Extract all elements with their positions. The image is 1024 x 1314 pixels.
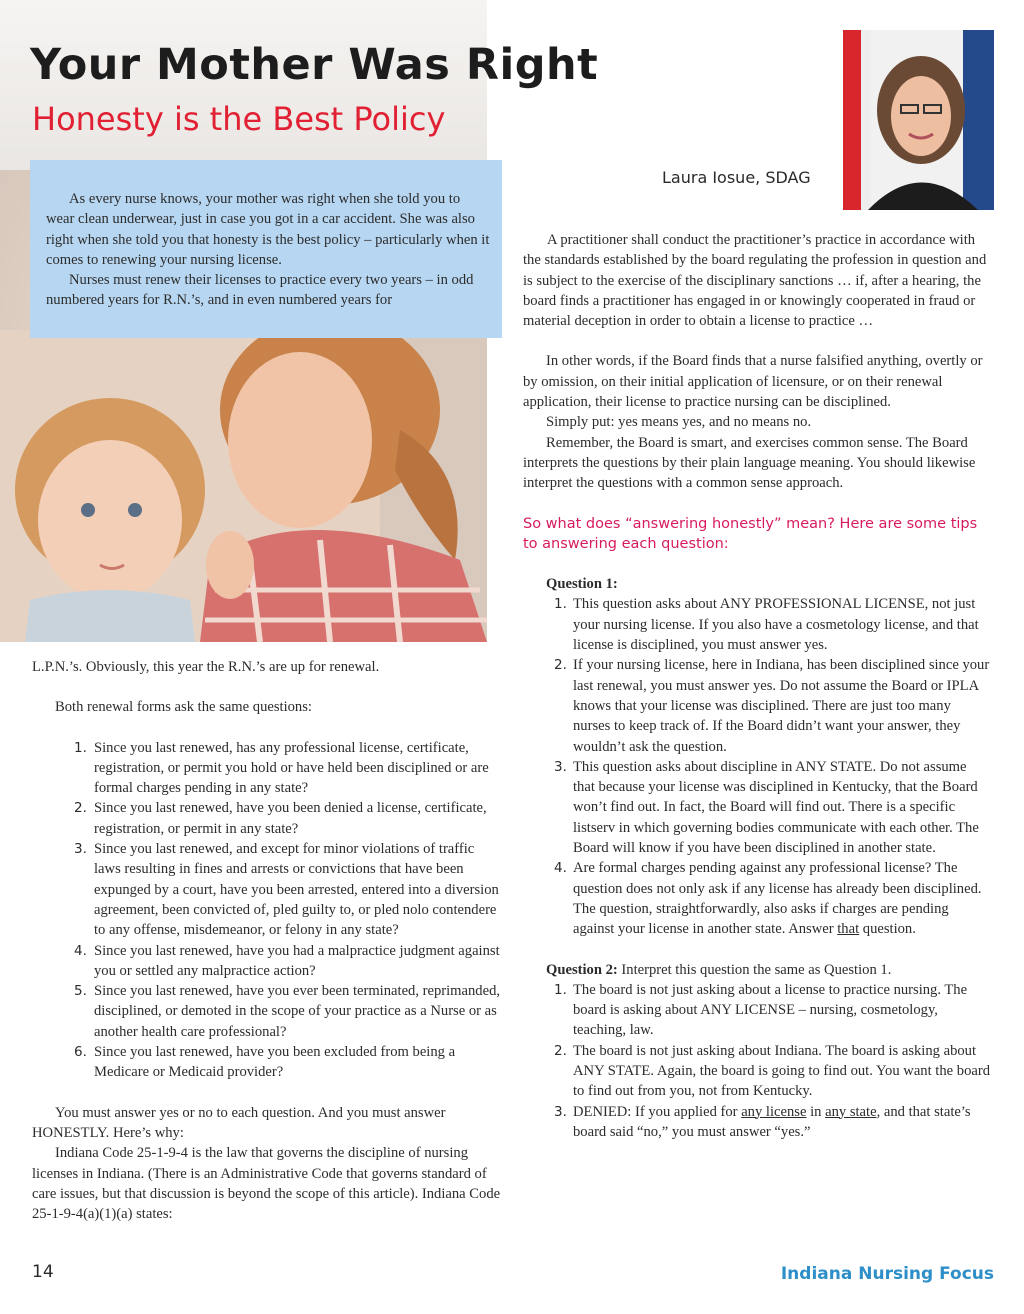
list-item: 1. This question asks about ANY PROFESSIONAL LICENSE, not just your nursing license. If you also have a cosmetology license, and that license is disciplined, you must answer yes. [554,596,979,654]
page-title: Your Mother Was Right [30,40,599,90]
list-item: 3. This question asks about discipline in ANY STATE. Do not assume that because your license was disciplined in Kentucky, that the Board won’t find out. In fact, the Board will find out. There is a specific listserv in which governing bodies communicate with each other. The Board will know if you have been disciplined in another state. [554,758,979,857]
list-item: 3. DENIED: If you applied for any license in any state, and that state’s board said “no,” you must answer “yes.” [554,1103,971,1140]
page-subtitle: Honesty is the Best Policy [32,100,446,138]
list-item: 6. Since you last renewed, have you been excluded from being a Medicare or Medicaid provider? [74,1044,456,1081]
forms-paragraph: Both renewal forms ask the same questions: [55,699,312,716]
intro-paragraph: Nurses must renew their licenses to practice every two years – in odd numbered years for R.N.’s, and in even numbered years for [46,272,474,309]
author-byline: Laura Iosue, SDAG [662,168,811,187]
emphasis-underline: that [837,921,860,938]
continued-paragraph: L.P.N.’s. Obviously, this year the R.N.’s are up for renewal. [32,659,380,675]
list-item: 3. Since you last renewed, and except for minor violations of traffic laws resulting in fines and arrests or convictions that have been expunged by a court, have you been arrested, entered into a diversion agreement, been convicted of, pled guilty to, or pled nolo contendere to any offense, misdemeanor, or felony in any state? [74,841,499,939]
renewal-questions-list [32,738,502,1083]
body-paragraph: Remember, the Board is smart, and exercises common sense. The Board interprets the questions by their plain language meaning. You should likewise interpret the questions with a common sense approach. [523,434,976,492]
intro-paragraph: As every nurse knows, your mother was right when she told you to wear clean underwear, just in case you got in a car accident. She was also right when she told you that honesty is the best policy – particularly when it comes to renewing your nursing license. [46,191,490,268]
statute-quote: A practitioner shall conduct the practitioner’s practice in accordance with the standards established by the board regulating the profession in question and is subject to the exercise of the disciplinary sanctions … if, after a hearing, the board finds a practitioner has engaged in or knowingly cooperated in fraud or material deception in order to obtain a license to practice … [523,232,987,330]
list-item: 1. Since you last renewed, has any professional license, certificate, registration, or permit you hold or have held been disciplined or are formal charges pending in any state? [74,739,489,797]
tips-heading: So what does “answering honestly” mean? Here are some tips to answering each question: [523,515,978,552]
list-item: 2. Since you last renewed, have you been denied a license, certificate, registration, or permit in any state? [74,800,487,837]
list-item: 2. If your nursing license, here in Indiana, has been disciplined since your last renewal, you must answer yes. Do not assume the Board or IPLA knows that your license was disciplined. There are just too many nurses to keep track of. If the Board didn’t want your answer, they wouldn’t ask the question. [554,657,990,755]
publication-name: Indiana Nursing Focus [780,1264,994,1284]
question-2-tips [546,980,991,1142]
body-paragraph: Simply put: yes means yes, and no means no. [546,414,812,431]
left-column [32,657,502,1224]
answer-paragraph: You must answer yes or no to each question. And you must answer HONESTLY. Here’s why: [32,1104,446,1141]
author-portrait [843,30,994,210]
page-number: 14 [32,1262,54,1282]
list-item: 4. Since you last renewed, have you had a malpractice judgment against you or settled any malpractice action? [74,942,500,979]
code-paragraph: Indiana Code 25-1-9-4 is the law that governs the discipline of nursing licenses in Indiana. (There is an Administrative Code that governs standard of care issues, but that discussion is beyond the scope of this article). Indiana Code 25-1-9-4(a)(1)(a) states: [32,1145,501,1223]
author-photo [843,30,994,210]
body-paragraph: In other words, if the Board finds that a nurse falsified anything, overtly or by omission, on their initial application of licensure, or on their renewal application, their license to practice nursing can be disciplined. [523,353,983,411]
list-item: 1. The board is not just asking about a license to practice nursing. The board is asking about ANY LICENSE – nursing, cosmetology, teaching, law. [554,981,968,1039]
list-item: 2. The board is not just asking about Indiana. The board is asking about ANY STATE. Again, the board is going to find out. You want the board to find out from you, not from Kentucky. [554,1042,991,1100]
question-1-tips [546,594,991,939]
question-2-heading: Question 2: Interpret this question the same as Question 1. [546,961,892,978]
list-item: 4. Are formal charges pending against any professional license? The question does not only ask if any license has already been disciplined. The question, straightforwardly, also asks if charges are pending against your license in another state. Answer that question. [554,860,982,938]
list-item: 5. Since you last renewed, have you ever been terminated, reprimanded, disciplined, or demoted in the scope of your practice as a Nurse or as another health care professional? [74,983,501,1040]
right-column [523,230,991,1142]
intro-box [30,160,502,338]
question-1-heading: Question 1: [546,576,618,593]
